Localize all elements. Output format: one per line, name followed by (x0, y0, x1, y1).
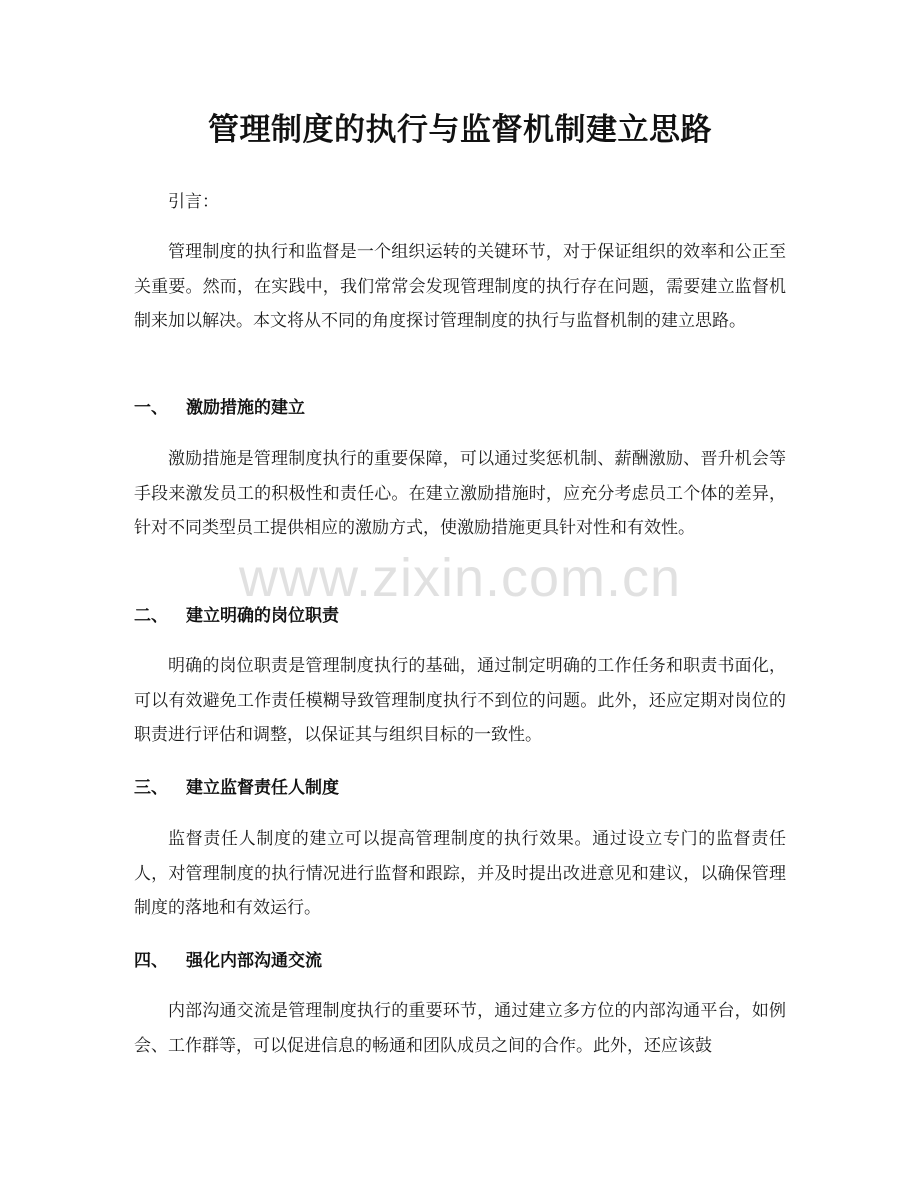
section-heading-text: 建立监督责任人制度 (186, 778, 339, 798)
section-heading-4 (134, 949, 322, 973)
section-heading-text: 激励措施的建立 (186, 398, 305, 418)
intro-paragraph: 管理制度的执行和监督是一个组织运转的关键环节，对于保证组织的效率和公正至关重要。然而，在实践中，我们常常会发现管理制度的执行存在问题，需要建立监督机制来加以解决。本文将从不同的角度探讨管理制度的执行与监督机制的建立思路。 (134, 242, 786, 331)
watermark: www.zixin.com.cn (238, 548, 682, 608)
section-heading-2 (134, 604, 339, 628)
section-number: 三、 (134, 778, 168, 798)
section-heading-3 (134, 776, 339, 800)
section-heading-1 (134, 396, 305, 420)
section-number: 一、 (134, 398, 168, 418)
section-number: 四、 (134, 951, 168, 971)
section-number: 二、 (134, 606, 168, 626)
section-heading-text: 强化内部沟通交流 (186, 951, 322, 971)
section-body-3: 监督责任人制度的建立可以提高管理制度的执行效果。通过设立专门的监督责任人，对管理制度的执行情况进行监督和跟踪，并及时提出改进意见和建议，以确保管理制度的落地和有效运行。 (134, 829, 786, 918)
intro-label: 引言： (168, 192, 219, 212)
section-body-2: 明确的岗位职责是管理制度执行的基础，通过制定明确的工作任务和职责书面化，可以有效避免工作责任模糊导致管理制度执行不到位的问题。此外，还应定期对岗位的职责进行评估和调整，以保证其与组织目标的一致性。 (134, 656, 786, 745)
section-heading-text: 建立明确的岗位职责 (186, 606, 339, 626)
section-body-1: 激励措施是管理制度执行的重要保障，可以通过奖惩机制、薪酬激励、晋升机会等手段来激发员工的积极性和责任心。在建立激励措施时，应充分考虑员工个体的差异，针对不同类型员工提供相应的激励方式，使激励措施更具针对性和有效性。 (134, 449, 786, 538)
document-title: 管理制度的执行与监督机制建立思路 (208, 112, 712, 148)
section-body-4: 内部沟通交流是管理制度执行的重要环节，通过建立多方位的内部沟通平台，如例会、工作群等，可以促进信息的畅通和团队成员之间的合作。此外，还应该鼓 (134, 1001, 786, 1056)
